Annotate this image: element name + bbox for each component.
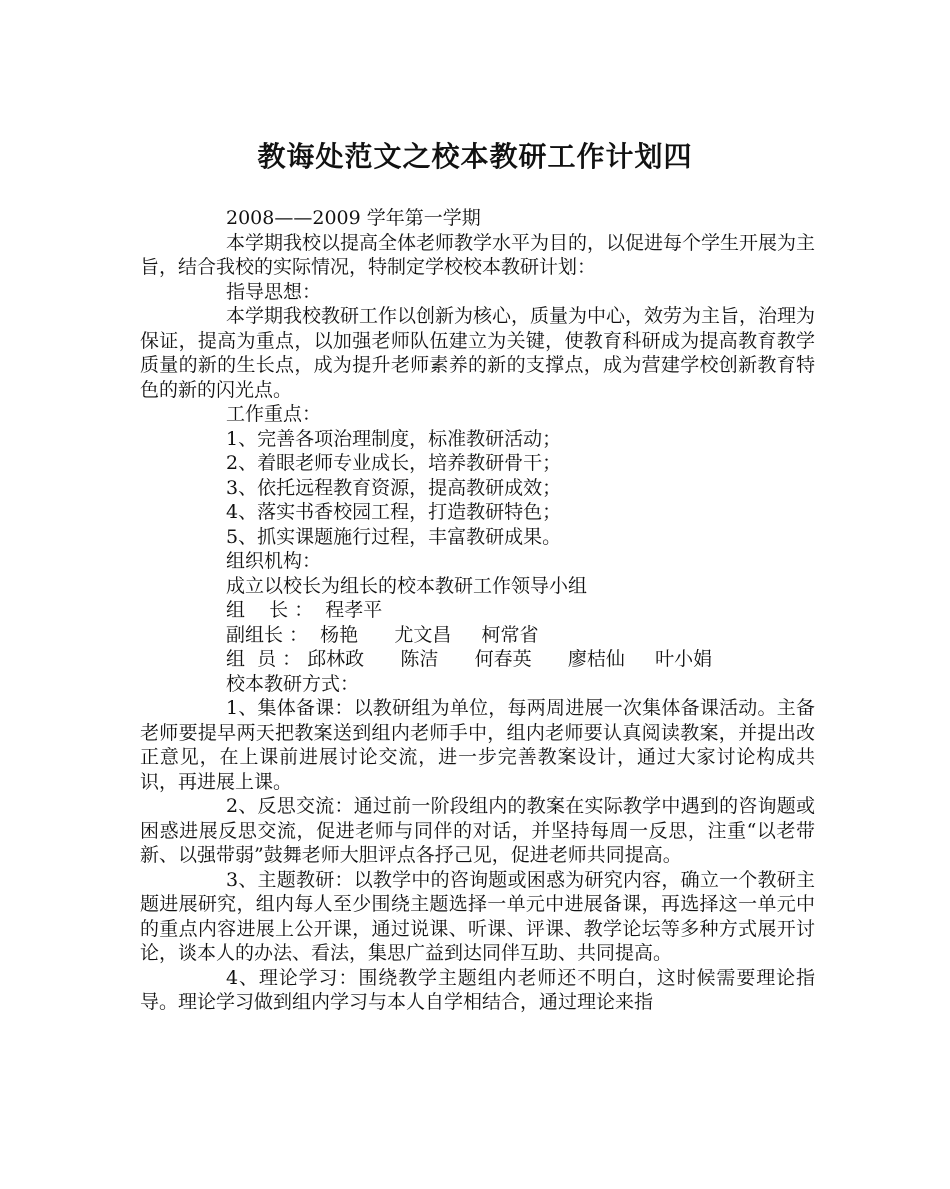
group-members-line: 组 员 ： 邱林政 陈洁 何春英 廖桔仙 叶小娟 [226,648,713,670]
work-focus-item: 3、依托远程教育资源，提高教研成效； [226,476,562,499]
leading-group-line: 成立以校长为组长的校本教研工作领导小组 [226,574,588,597]
document-body [140,206,815,1015]
deputy-leader-line: 副组长 ： 杨艳 尤文昌 柯常省 [226,623,539,646]
method-paragraph-theme-research: 3、主题教研：以教学中的咨询题或困惑为研究内容，确立一个教研主题进展研究，组内每人至少围绕主题选择一单元中进展备课，再选择这一单元中的重点内容进展上公开课，通过说课、听课、评课、教学论坛等多种方式展开讨论，谈本人的办法、看法，集思广益到达同伴互助、共同提高。 [140,868,815,964]
intro-paragraph: 本学期我校以提高全体老师教学水平为目的，以促进每个学生开展为主旨，结合我校的实际情况，特制定学校校本教研计划： [140,231,816,278]
method-paragraph-lesson-prep: 1、集体备课：以教研组为单位，每两周进展一次集体备课活动。主备老师要提早两天把教案送到组内老师手中，组内老师要认真阅读教案，并提出改正意见，在上课前进展讨论交流，进一步完善教案设计，通过大家讨论构成共识，再进展上课。 [140,697,815,793]
work-focus-heading: 工作重点： [226,403,322,425]
guiding-thought-paragraph: 本学期我校教研工作以创新为核心，质量为中心，效劳为主旨，治理为保证，提高为重点，以加强老师队伍建立为关键，使教育科研成为提高教育教学质量的新的生长点，成为提升老师素养的新的支撑点，成为营建学校创新教育特色的新的闪光点。 [140,305,816,401]
method-paragraph-reflection: 2、反思交流：通过前一阶段组内的教案在实际教学中遇到的咨询题或困惑进展反思交流，促进老师与同伴的对话，并坚持每周一反思，注重“以老带新、以强带弱”鼓舞老师大胆评点各抒己见，促进老师共同提高。 [140,795,815,866]
work-focus-item: 4、落实书香校园工程，打造教研特色； [226,501,562,523]
group-leader-line: 组 长 ： 程孝平 [226,599,383,621]
guiding-thought-heading: 指导思想： [226,280,322,303]
work-focus-item: 2、着眼老师专业成长，培养教研骨干； [226,452,562,474]
work-focus-item: 5、抓实课题施行过程，丰富教研成果。 [226,525,562,548]
document-title: 教诲处范文之校本教研工作计划四 [257,140,693,173]
school-term-line: 2008——2009 学年第一学期 [226,207,481,229]
organization-heading: 组织机构： [226,550,322,572]
method-paragraph-theory-study: 4、理论学习：围绕教学主题组内老师还不明白，这时候需要理论指导。理论学习做到组内学习与本人自学相结合，通过理论来指 [140,966,815,1013]
work-focus-item: 1、完善各项治理制度，标准教研活动； [226,427,562,450]
research-methods-heading: 校本教研方式： [226,672,360,695]
